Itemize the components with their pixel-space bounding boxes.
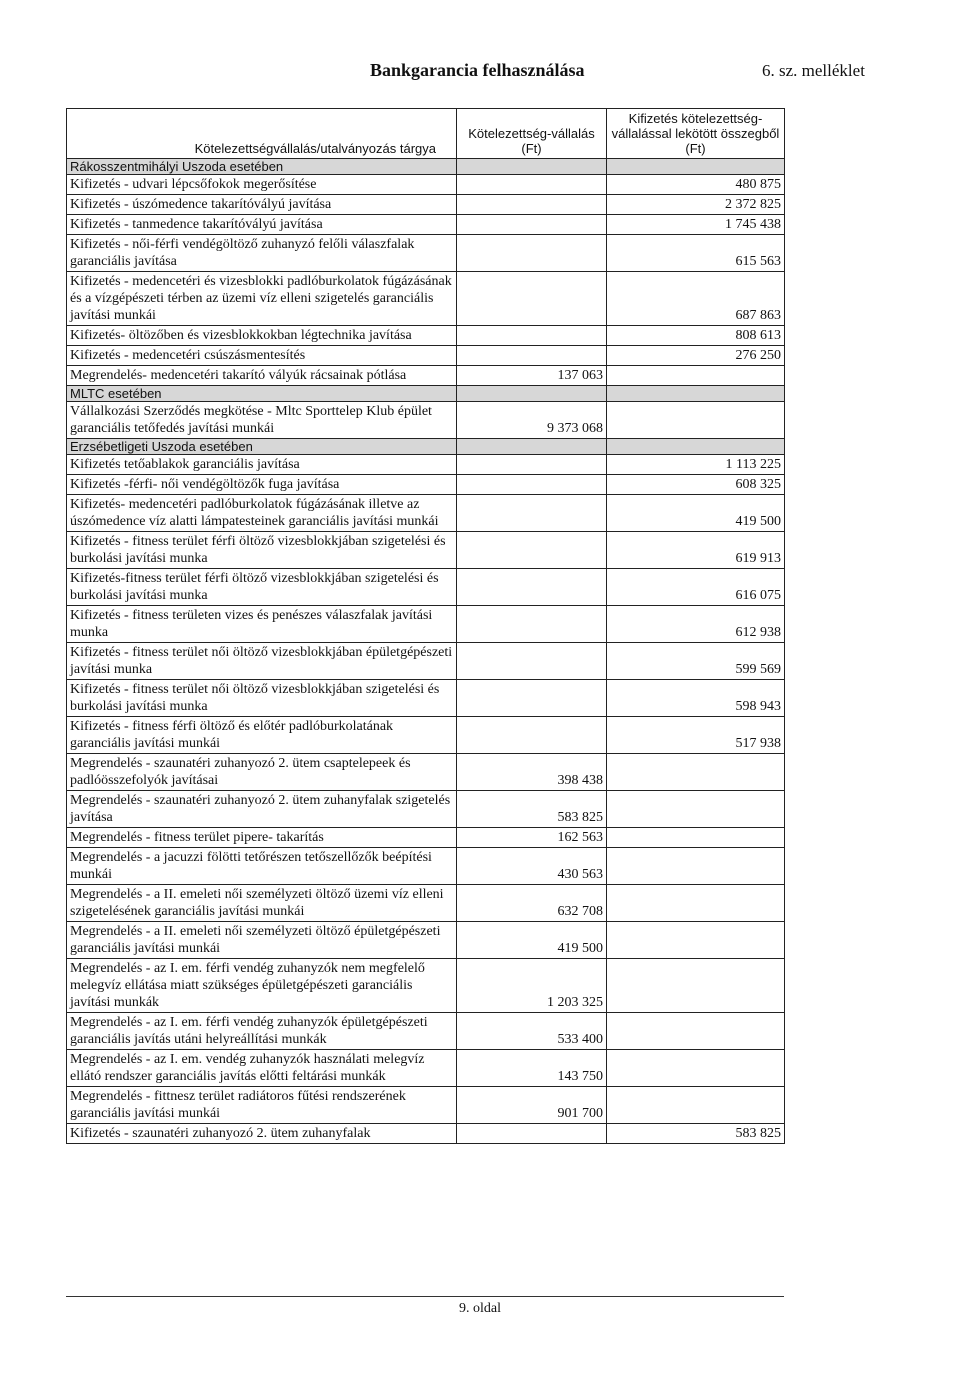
item-description: Megrendelés - az I. em. férfi vendég zuhanyzók épületgépészeti garanciális javítás utáni helyreállítási munkák [67, 1013, 457, 1050]
item-description: Megrendelés - a II. emeleti női személyzeti öltöző épületgépészeti garanciális javítási munkái [67, 922, 457, 959]
commitment-amount [457, 195, 607, 215]
item-description: Kifizetés - fitness terület női öltöző vizesblokkjában szigetelési és burkolási javítási munka [67, 680, 457, 717]
item-description: Megrendelés- medencetéri takarító vályúk rácsainak pótlása [67, 366, 457, 386]
payment-amount: 517 938 [607, 717, 785, 754]
table-row [67, 346, 785, 366]
table-row [67, 680, 785, 717]
item-description: Kifizetés - úszómedence takarítóvályú javítása [67, 195, 457, 215]
item-description: Megrendelés - a jacuzzi fölötti tetőrészen tetőszellőzők beépítési munkái [67, 848, 457, 885]
commitment-amount [457, 606, 607, 643]
section-empty-cell [607, 386, 785, 402]
item-description: Kifizetés tetőablakok garanciális javítása [67, 455, 457, 475]
payment-amount: 419 500 [607, 495, 785, 532]
header-subject: Kötelezettségvállalás/utalványozás tárgya [67, 109, 457, 159]
payment-amount [607, 885, 785, 922]
item-description: Kifizetés - szaunatéri zuhanyozó 2. ütem zuhanyfalak [67, 1124, 457, 1144]
item-description: Kifizetés - fitness terület férfi öltöző vizesblokkjában szigetelési és burkolási javítási munka [67, 532, 457, 569]
guarantee-usage-table [66, 108, 785, 1144]
commitment-amount: 901 700 [457, 1087, 607, 1124]
commitment-amount [457, 455, 607, 475]
item-description: Vállalkozási Szerződés megkötése - Mltc Sporttelep Klub épület garanciális tetőfedés javítási munkái [67, 402, 457, 439]
item-description: Kifizetés- öltözőben és vizesblokkokban légtechnika javítása [67, 326, 457, 346]
commitment-amount [457, 235, 607, 272]
section-empty-cell [457, 439, 607, 455]
item-description: Megrendelés - az I. em. férfi vendég zuhanyzók nem megfelelő melegvíz ellátása miatt szükséges épületgépészeti garanciális javítási munkák [67, 959, 457, 1013]
payment-amount: 612 938 [607, 606, 785, 643]
commitment-amount: 162 563 [457, 828, 607, 848]
item-description: Kifizetés - tanmedence takarítóvályú javítása [67, 215, 457, 235]
payment-amount: 480 875 [607, 175, 785, 195]
item-description: Kifizetés - fitness területen vizes és penészes válaszfalak javítási munka [67, 606, 457, 643]
payment-amount [607, 848, 785, 885]
section-empty-cell [607, 159, 785, 175]
payment-amount: 808 613 [607, 326, 785, 346]
commitment-amount: 583 825 [457, 791, 607, 828]
commitment-amount [457, 643, 607, 680]
commitment-amount [457, 495, 607, 532]
commitment-amount: 430 563 [457, 848, 607, 885]
payment-amount: 276 250 [607, 346, 785, 366]
commitment-amount: 533 400 [457, 1013, 607, 1050]
payment-amount: 2 372 825 [607, 195, 785, 215]
commitment-amount: 419 500 [457, 922, 607, 959]
table-row [67, 606, 785, 643]
commitment-amount [457, 1124, 607, 1144]
table-row [67, 754, 785, 791]
attachment-number: 6. sz. melléklet [762, 61, 865, 80]
table-body [67, 159, 785, 1144]
payment-amount: 615 563 [607, 235, 785, 272]
item-description: Kifizetés -férfi- női vendégöltözők fuga javítása [67, 475, 457, 495]
header-payment: Kifizetés kötelezettség-vállalással lekötött összegből (Ft) [607, 109, 785, 159]
table-row [67, 195, 785, 215]
payment-amount: 599 569 [607, 643, 785, 680]
table-row [67, 1124, 785, 1144]
payment-amount: 616 075 [607, 569, 785, 606]
commitment-amount [457, 215, 607, 235]
payment-amount [607, 791, 785, 828]
item-description: Megrendelés - fittnesz terület radiátoros fűtési rendszerének garanciális javítási munkái [67, 1087, 457, 1124]
item-description: Kifizetés- medencetéri padlóburkolatok fúgázásának illetve az úszómedence víz alatti lámpatesteinek garanciális javítási munkái [67, 495, 457, 532]
footer-rule [66, 1296, 784, 1297]
table-row [67, 643, 785, 680]
section-row [67, 386, 785, 402]
payment-amount [607, 1013, 785, 1050]
payment-amount: 1 745 438 [607, 215, 785, 235]
commitment-amount: 632 708 [457, 885, 607, 922]
payment-amount [607, 828, 785, 848]
section-row [67, 439, 785, 455]
commitment-amount [457, 175, 607, 195]
table-header-row [67, 109, 785, 159]
table-row [67, 215, 785, 235]
payment-amount: 583 825 [607, 1124, 785, 1144]
commitment-amount: 398 438 [457, 754, 607, 791]
payment-amount: 619 913 [607, 532, 785, 569]
payment-amount [607, 922, 785, 959]
section-empty-cell [457, 159, 607, 175]
item-description: Kifizetés - női-férfi vendégöltöző zuhanyzó felőli válaszfalak garanciális javítása [67, 235, 457, 272]
commitment-amount [457, 569, 607, 606]
table-row [67, 1050, 785, 1087]
table-row [67, 366, 785, 386]
table-row [67, 848, 785, 885]
payment-amount: 687 863 [607, 272, 785, 326]
item-description: Megrendelés - az I. em. vendég zuhanyzók használati melegvíz ellátó rendszer garanciális javítás előtti feltárási munkák [67, 1050, 457, 1087]
table-row [67, 475, 785, 495]
table-row [67, 1013, 785, 1050]
item-description: Megrendelés - fitness terület pipere- takarítás [67, 828, 457, 848]
table-row [67, 569, 785, 606]
item-description: Megrendelés - szaunatéri zuhanyozó 2. ütem csaptelepeek és padlóösszefolyók javításai [67, 754, 457, 791]
table-row [67, 175, 785, 195]
commitment-amount: 137 063 [457, 366, 607, 386]
table-row [67, 326, 785, 346]
table-row [67, 959, 785, 1013]
commitment-amount: 143 750 [457, 1050, 607, 1087]
document-title: Bankgarancia felhasználása [370, 60, 585, 80]
table-row [67, 1087, 785, 1124]
section-label: MLTC esetében [67, 386, 457, 402]
item-description: Kifizetés - medencetéri és vizesblokki padlóburkolatok fúgázásának és a vízgépészeti térben az üzemi víz elleni szigetelés garanciális javítási munkái [67, 272, 457, 326]
page-number: 9. oldal [459, 1301, 501, 1316]
payment-amount: 608 325 [607, 475, 785, 495]
commitment-amount: 9 373 068 [457, 402, 607, 439]
payment-amount: 1 113 225 [607, 455, 785, 475]
payment-amount [607, 754, 785, 791]
table-row [67, 922, 785, 959]
payment-amount [607, 366, 785, 386]
item-description: Megrendelés - a II. emeleti női személyzeti öltöző üzemi víz elleni szigetelésének garanciális javítási munkái [67, 885, 457, 922]
header-commitment: Kötelezettség-vállalás (Ft) [457, 109, 607, 159]
commitment-amount [457, 680, 607, 717]
table-row [67, 828, 785, 848]
item-description: Kifizetés - fitness férfi öltöző és előtér padlóburkolatának garanciális javítási munkái [67, 717, 457, 754]
section-label: Rákosszentmihályi Uszoda esetében [67, 159, 457, 175]
commitment-amount [457, 272, 607, 326]
section-row [67, 159, 785, 175]
payment-amount [607, 959, 785, 1013]
table-row [67, 495, 785, 532]
table-row [67, 402, 785, 439]
section-label: Erzsébetligeti Uszoda esetében [67, 439, 457, 455]
table-row [67, 272, 785, 326]
item-description: Kifizetés - medencetéri csúszásmentesítés [67, 346, 457, 366]
table-row [67, 885, 785, 922]
table-row [67, 532, 785, 569]
commitment-amount [457, 346, 607, 366]
section-empty-cell [457, 386, 607, 402]
item-description: Megrendelés - szaunatéri zuhanyozó 2. ütem zuhanyfalak szigetelés javítása [67, 791, 457, 828]
table-row [67, 791, 785, 828]
payment-amount [607, 1087, 785, 1124]
table-row [67, 235, 785, 272]
commitment-amount [457, 717, 607, 754]
item-description: Kifizetés-fitness terület férfi öltöző vizesblokkjában szigetelési és burkolási javítási munka [67, 569, 457, 606]
commitment-amount [457, 532, 607, 569]
item-description: Kifizetés - udvari lépcsőfokok megerősítése [67, 175, 457, 195]
commitment-amount [457, 475, 607, 495]
payment-amount [607, 1050, 785, 1087]
table-row [67, 455, 785, 475]
page-header [0, 60, 960, 84]
commitment-amount: 1 203 325 [457, 959, 607, 1013]
commitment-amount [457, 326, 607, 346]
table-row [67, 717, 785, 754]
payment-amount [607, 402, 785, 439]
section-empty-cell [607, 439, 785, 455]
payment-amount: 598 943 [607, 680, 785, 717]
item-description: Kifizetés - fitness terület női öltöző vizesblokkjában épületgépészeti javítási munka [67, 643, 457, 680]
